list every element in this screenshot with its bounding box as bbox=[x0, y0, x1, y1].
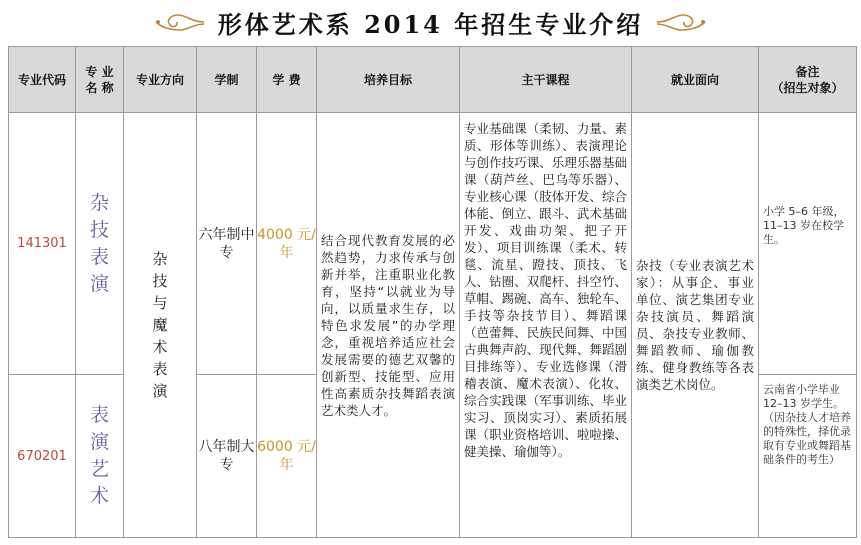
major-name-char: 表 bbox=[89, 245, 109, 268]
header-system: 学制 bbox=[197, 47, 257, 113]
header-note-line1: 备注 bbox=[795, 64, 820, 79]
header-goal: 培养目标 bbox=[317, 47, 460, 113]
direction-char: 魔 bbox=[152, 316, 168, 334]
header-code: 专业代码 bbox=[9, 47, 76, 113]
direction-char: 技 bbox=[152, 272, 168, 290]
major-name bbox=[76, 375, 124, 538]
left-swirl-ornament-icon bbox=[152, 11, 206, 33]
header-fee: 学 费 bbox=[257, 47, 317, 113]
major-name-char: 杂 bbox=[89, 191, 109, 214]
header-name-line2: 名 称 bbox=[85, 80, 114, 95]
enrollment-note: 小学 5–6 年级，11–13 岁在校学生。 bbox=[759, 113, 857, 375]
study-system: 八年制大专 bbox=[197, 375, 257, 538]
major-name-char: 艺 bbox=[89, 458, 109, 480]
direction-char: 与 bbox=[152, 294, 168, 312]
direction-char: 演 bbox=[152, 382, 168, 400]
major-name-char: 演 bbox=[89, 272, 109, 295]
tuition-fee: 4000 元/年 bbox=[257, 113, 317, 375]
training-goal: 结合现代教育发展的必然趋势，力求传承与创新并举，注重职业化教育，坚持“以就业为导向，以质量求生存，以特色求发展”的办学理念，重视培养适应社会发展需要的德艺双馨的创新型、技能型、应用性高素质杂技舞蹈表演艺术类人才。 bbox=[317, 113, 460, 538]
direction-char: 表 bbox=[152, 360, 168, 378]
main-courses: 专业基础课（柔韧、力量、素质、形体等训练）、表演理论与创作技巧课、乐理乐器基础课（葫芦丝、巴乌等乐器）、专业核心课（肢体开发、综合体能、倒立、跟斗、武术基础开发、戏曲功架、把子开发）、项目训练课（柔术、转毯、流星、蹬技、顶技、飞人、钻圈、双爬杆、抖空竹、草帽、踢碗、高车、独轮车、手技等杂技节目）、舞蹈课（芭蕾舞、民族民间舞、中国古典舞声韵、现代舞、舞蹈剧目排练等）、专业选修课（滑稽表演、魔术表演）、化妆、综合实践课（军事训练、毕业实习、顶岗实习）、素质拓展课（职业资格培训、啦啦操、健美操、瑜伽等）。 bbox=[460, 113, 632, 538]
tuition-fee: 6000 元/年 bbox=[257, 375, 317, 538]
header-note-line2: （招生对象） bbox=[771, 80, 844, 95]
major-name-char: 表 bbox=[89, 404, 109, 426]
enrollment-note: 云南省小学毕业 12–13 岁学生。（因杂技人才培养的特殊性，择优录取有专业或舞蹈基础条件的考生） bbox=[759, 375, 857, 538]
header-name bbox=[76, 47, 124, 113]
header-job: 就业面向 bbox=[632, 47, 759, 113]
header-course: 主干课程 bbox=[460, 47, 632, 113]
header-note bbox=[759, 47, 857, 113]
major-name-char: 技 bbox=[89, 218, 109, 241]
header-direction: 专业方向 bbox=[124, 47, 197, 113]
major-name-char: 术 bbox=[89, 485, 109, 507]
study-system: 六年制中专 bbox=[197, 113, 257, 375]
major-direction bbox=[124, 113, 197, 538]
direction-char: 术 bbox=[152, 338, 168, 356]
major-name bbox=[76, 113, 124, 375]
employment-direction: 杂技（专业表演艺术家）：从事企、事业单位、演艺集团专业杂技演员、舞蹈演员、杂技专业教师、舞蹈教师、瑜伽教练、健身教练等各表演类艺术岗位。 bbox=[632, 113, 759, 538]
right-swirl-ornament-icon bbox=[655, 11, 709, 33]
table-row bbox=[9, 113, 857, 375]
header-name-line1: 专 业 bbox=[85, 64, 114, 79]
page-title: 形体艺术系 2014 年招生专业介绍 bbox=[217, 9, 644, 39]
title-bar bbox=[0, 4, 861, 40]
major-name-char: 演 bbox=[89, 431, 109, 453]
major-code: 670201 bbox=[9, 375, 76, 538]
enrollment-table bbox=[8, 46, 857, 538]
major-code: 141301 bbox=[9, 113, 76, 375]
direction-char: 杂 bbox=[152, 250, 168, 268]
table-header-row bbox=[9, 47, 857, 113]
